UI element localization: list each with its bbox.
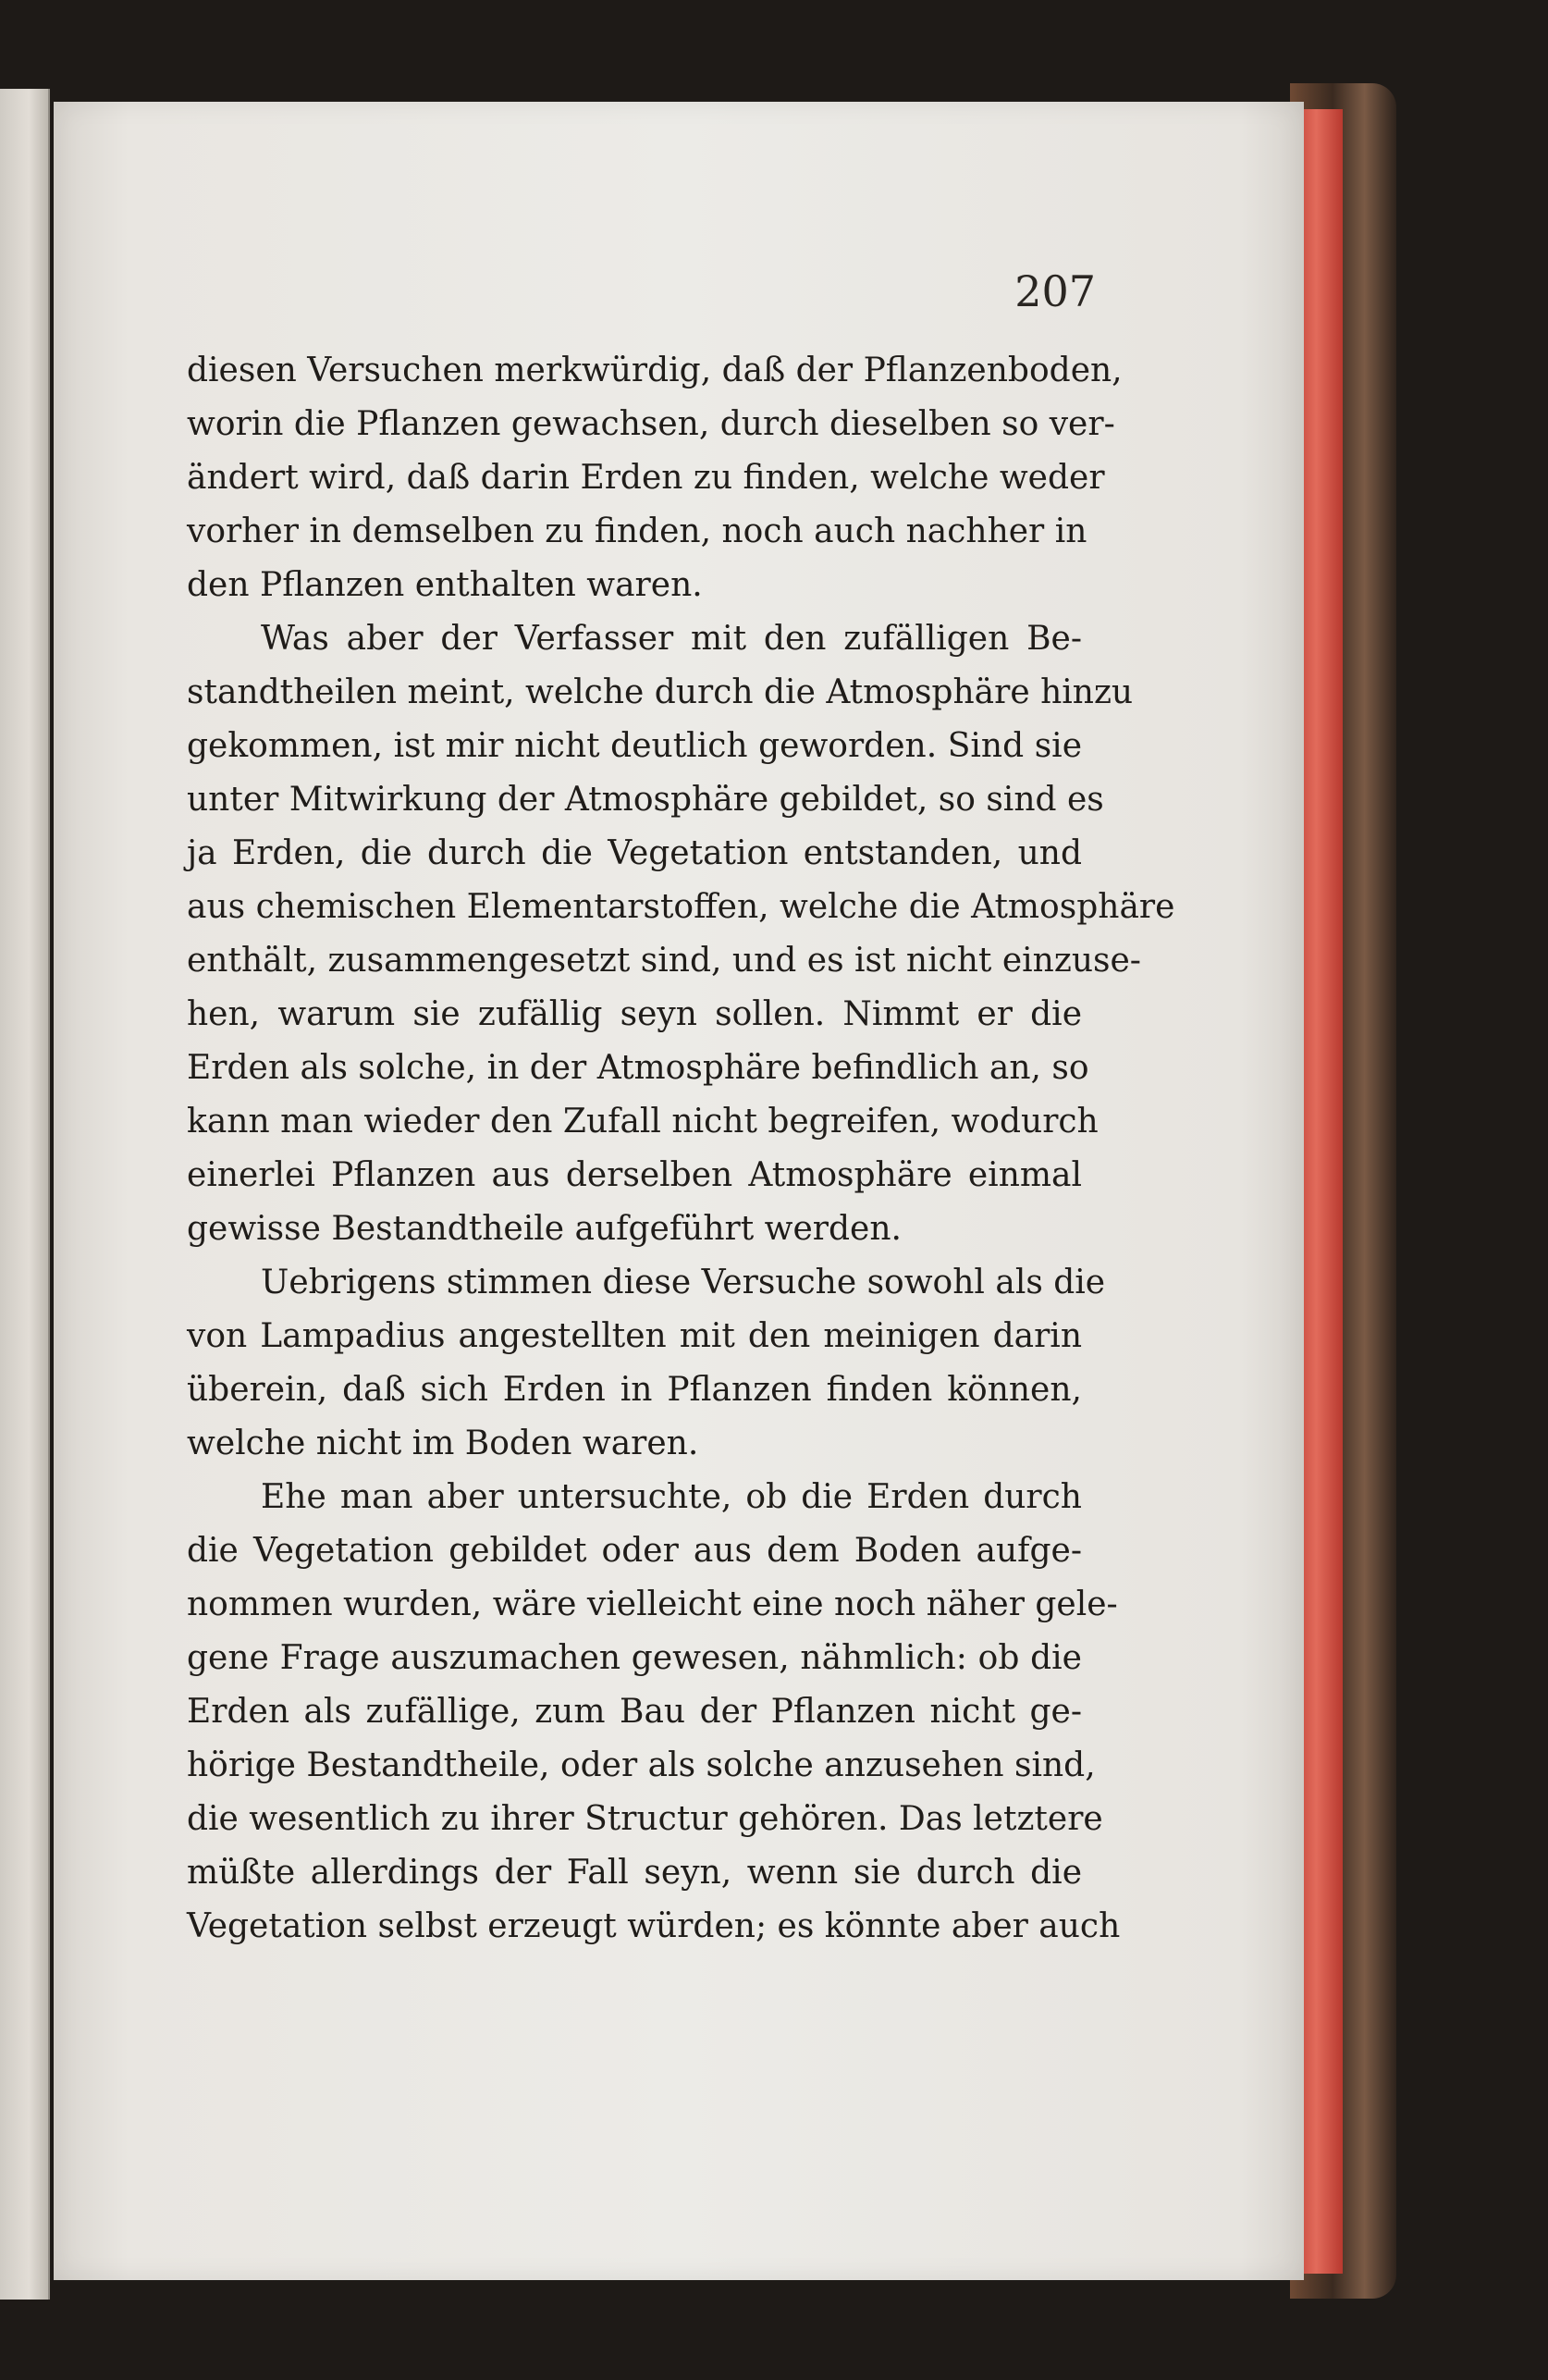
text-line: den Pflanzen enthalten waren. [187, 566, 703, 604]
text-line: standtheilen meint, welche durch die Atmosphäre hinzu [187, 673, 1134, 711]
text-line: Erden als solche, in der Atmosphäre befindlich an, so [187, 1049, 1089, 1087]
text-line: ja Erden, die durch die Vegetation entstanden, und [187, 834, 1082, 872]
text-line: ändert wird, daß darin Erden zu finden, welche weder [187, 459, 1105, 497]
text-line: die wesentlich zu ihrer Structur gehören. Das letztere [187, 1800, 1103, 1838]
text-line: Ehe man aber untersuchte, ob die Erden durch [261, 1478, 1082, 1516]
text-line: überein, daß sich Erden in Pflanzen finden können, [187, 1371, 1082, 1409]
text-line: worin die Pflanzen gewachsen, durch dieselben so ver- [187, 405, 1115, 443]
text-line: enthält, zusammengesetzt sind, und es ist nicht einzuse- [187, 942, 1141, 980]
text-line: aus chemischen Elementarstoffen, welche die Atmosphäre [187, 888, 1175, 926]
page-text [187, 344, 1175, 1954]
text-line: kann man wieder den Zufall nicht begreifen, wodurch [187, 1103, 1099, 1141]
text-line: gewisse Bestandtheile aufgeführt werden. [187, 1210, 902, 1248]
text-line: hen, warum sie zufällig seyn sollen. Nimmt er die [187, 995, 1082, 1033]
text-line: Vegetation selbst erzeugt würden; es könnte aber auch [187, 1907, 1121, 1945]
text-line: nommen wurden, wäre vielleicht eine noch näher gele- [187, 1585, 1118, 1623]
text-line: unter Mitwirkung der Atmosphäre gebildet, so sind es [187, 781, 1104, 819]
text-line: vorher in demselben zu finden, noch auch nachher in [187, 512, 1087, 550]
text-line: einerlei Pflanzen aus derselben Atmosphäre einmal [187, 1156, 1082, 1194]
text-line: Erden als zufällige, zum Bau der Pflanzen nicht ge- [187, 1693, 1082, 1731]
left-page-edge [0, 89, 50, 2300]
text-line: müßte allerdings der Fall seyn, wenn sie durch die [187, 1854, 1082, 1892]
text-line: gene Frage auszumachen gewesen, nähmlich: ob die [187, 1639, 1082, 1677]
text-line: Uebrigens stimmen diese Versuche sowohl als die [261, 1264, 1106, 1301]
page-number: 207 [1014, 266, 1096, 316]
text-line: die Vegetation gebildet oder aus dem Boden aufge- [187, 1532, 1082, 1570]
text-line: diesen Versuchen merkwürdig, daß der Pflanzenboden, [187, 351, 1123, 389]
text-line: gekommen, ist mir nicht deutlich geworden. Sind sie [187, 727, 1082, 765]
text-line: Was aber der Verfasser mit den zufälligen Be- [261, 620, 1082, 658]
text-line: welche nicht im Boden waren. [187, 1424, 699, 1462]
text-line: von Lampadius angestellten mit den meinigen darin [187, 1317, 1082, 1355]
red-page-edge [1298, 109, 1343, 2274]
text-line: hörige Bestandtheile, oder als solche anzusehen sind, [187, 1746, 1096, 1784]
